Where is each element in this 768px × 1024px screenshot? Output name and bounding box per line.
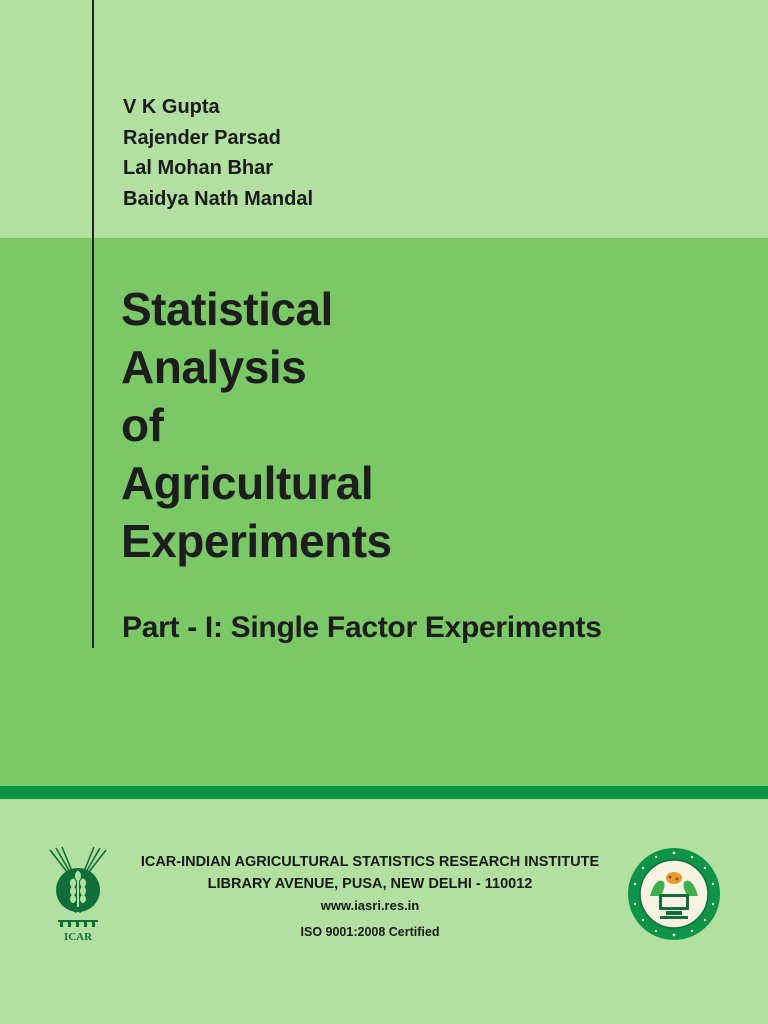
institute-address: LIBRARY AVENUE, PUSA, NEW DELHI - 110012 [207,876,533,892]
institute-block [120,852,620,944]
title-line: Statistical [121,283,333,335]
book-subtitle: Part - I: Single Factor Experiments [122,611,602,644]
iasri-seal-icon [626,846,722,942]
title-line: Analysis [121,341,307,393]
author-name: V K Gupta [123,96,220,118]
author-name: Rajender Parsad [123,126,281,149]
title-line: of [121,399,164,451]
icar-wheat-logo-icon [40,846,116,944]
title-line: Agricultural [121,457,374,509]
top-band [0,0,768,238]
institute-website: www.iasri.res.in [320,898,420,913]
author-name: Lal Mohan Bhar [123,157,274,179]
institute-name: ICAR-INDIAN AGRICULTURAL STATISTICS RESEARCH INSTITUTE [140,854,600,870]
iso-certification: ISO 9001:2008 Certified [300,925,440,939]
icar-logo-label: ICAR [63,931,93,943]
book-title [121,280,392,570]
divider-stripe [0,786,768,799]
author-name: Baidya Nath Mandal [123,187,314,210]
title-line: Experiments [121,515,392,567]
vertical-rule [92,0,94,648]
author-list [123,92,313,214]
